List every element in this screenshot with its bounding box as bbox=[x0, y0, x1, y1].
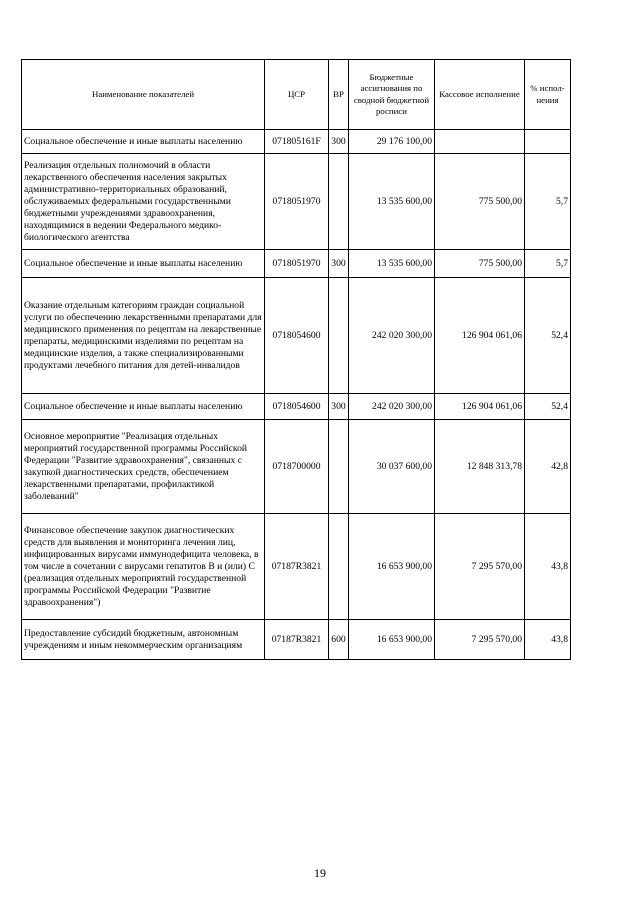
row-budget: 16 653 900,00 bbox=[349, 620, 435, 660]
table-row bbox=[22, 278, 571, 394]
budget-execution-table bbox=[21, 59, 571, 660]
row-cash: 126 904 061,06 bbox=[435, 278, 525, 394]
row-budget: 13 535 600,00 bbox=[349, 154, 435, 250]
table-row bbox=[22, 154, 571, 250]
row-csr: 07187R3821 bbox=[265, 620, 329, 660]
row-percent: 5,7 bbox=[525, 154, 571, 250]
row-percent: 43,8 bbox=[525, 620, 571, 660]
table-row bbox=[22, 420, 571, 514]
row-name: Финансовое обеспечение закупок диагностических средств для выявления и мониторинга лечения лиц, инфицированных вирусами иммунодефицита человека, в том числе в сочетании с вирусами гепатитов В и (или) С (реализация отдельных мероприятий государственной программы Российской Федерации "Развитие здравоохранения") bbox=[22, 514, 265, 620]
row-csr: 0718700000 bbox=[265, 420, 329, 514]
row-percent: 43,8 bbox=[525, 514, 571, 620]
row-budget: 242 020 300,00 bbox=[349, 278, 435, 394]
row-vr bbox=[329, 420, 349, 514]
row-csr: 0718051970 bbox=[265, 154, 329, 250]
row-percent bbox=[525, 130, 571, 154]
row-name: Социальное обеспечение и иные выплаты населению bbox=[22, 394, 265, 420]
header-vr: ВР bbox=[329, 60, 349, 130]
row-cash: 775 500,00 bbox=[435, 154, 525, 250]
row-csr: 071805161F bbox=[265, 130, 329, 154]
row-budget: 242 020 300,00 bbox=[349, 394, 435, 420]
row-name: Социальное обеспечение и иные выплаты населению bbox=[22, 130, 265, 154]
row-percent: 52,4 bbox=[525, 394, 571, 420]
row-csr: 0718054600 bbox=[265, 278, 329, 394]
row-csr: 0718051970 bbox=[265, 250, 329, 278]
row-vr: 300 bbox=[329, 130, 349, 154]
row-budget: 30 037 600,00 bbox=[349, 420, 435, 514]
row-vr: 300 bbox=[329, 394, 349, 420]
row-vr bbox=[329, 278, 349, 394]
table-row bbox=[22, 250, 571, 278]
table-row bbox=[22, 514, 571, 620]
row-vr: 600 bbox=[329, 620, 349, 660]
header-cash: Кассовое исполнение bbox=[435, 60, 525, 130]
row-cash: 7 295 570,00 bbox=[435, 620, 525, 660]
header-percent: % испол-нения bbox=[525, 60, 571, 130]
row-percent: 42,8 bbox=[525, 420, 571, 514]
row-cash: 12 848 313,78 bbox=[435, 420, 525, 514]
header-budget: Бюджетные ассигнования по сводной бюджетной росписи bbox=[349, 60, 435, 130]
row-cash bbox=[435, 130, 525, 154]
table-row bbox=[22, 394, 571, 420]
table-row bbox=[22, 620, 571, 660]
row-percent: 5,7 bbox=[525, 250, 571, 278]
row-name: Социальное обеспечение и иные выплаты населению bbox=[22, 250, 265, 278]
row-vr bbox=[329, 154, 349, 250]
row-name: Оказание отдельным категориям граждан социальной услуги по обеспечению лекарственными препаратами для медицинского применения по рецептам на лекарственные препараты, медицинскими изделиями по рецептам на медицинские изделия, а также специализированными продуктами лечебного питания для детей-инвалидов bbox=[22, 278, 265, 394]
row-name: Основное мероприятие "Реализация отдельных мероприятий государственной программы Российской Федерации "Развитие здравоохранения", связанных с закупкой диагностических средств, обеспечением лекарственными препаратами, профилактикой заболеваний" bbox=[22, 420, 265, 514]
row-name: Предоставление субсидий бюджетным, автономным учреждениям и иным некоммерческим организациям bbox=[22, 620, 265, 660]
header-csr: ЦСР bbox=[265, 60, 329, 130]
page-number: 19 bbox=[314, 866, 326, 880]
row-csr: 07187R3821 bbox=[265, 514, 329, 620]
row-vr bbox=[329, 514, 349, 620]
row-budget: 13 535 600,00 bbox=[349, 250, 435, 278]
row-vr: 300 bbox=[329, 250, 349, 278]
row-csr: 0718054600 bbox=[265, 394, 329, 420]
row-budget: 29 176 100,00 bbox=[349, 130, 435, 154]
row-budget: 16 653 900,00 bbox=[349, 514, 435, 620]
row-cash: 126 904 061,06 bbox=[435, 394, 525, 420]
row-name: Реализация отдельных полномочий в области лекарственного обеспечения населения закрытых административно-территориальных образований, обслуживаемых федеральными государственными бюджетными учреждениями здравоохранения, находящимися в ведении Федерального медико-биологического агентства bbox=[22, 154, 265, 250]
table-row bbox=[22, 130, 571, 154]
row-cash: 7 295 570,00 bbox=[435, 514, 525, 620]
header-name: Наименование показателей bbox=[22, 60, 265, 130]
row-percent: 52,4 bbox=[525, 278, 571, 394]
header-row bbox=[22, 60, 571, 130]
row-cash: 775 500,00 bbox=[435, 250, 525, 278]
